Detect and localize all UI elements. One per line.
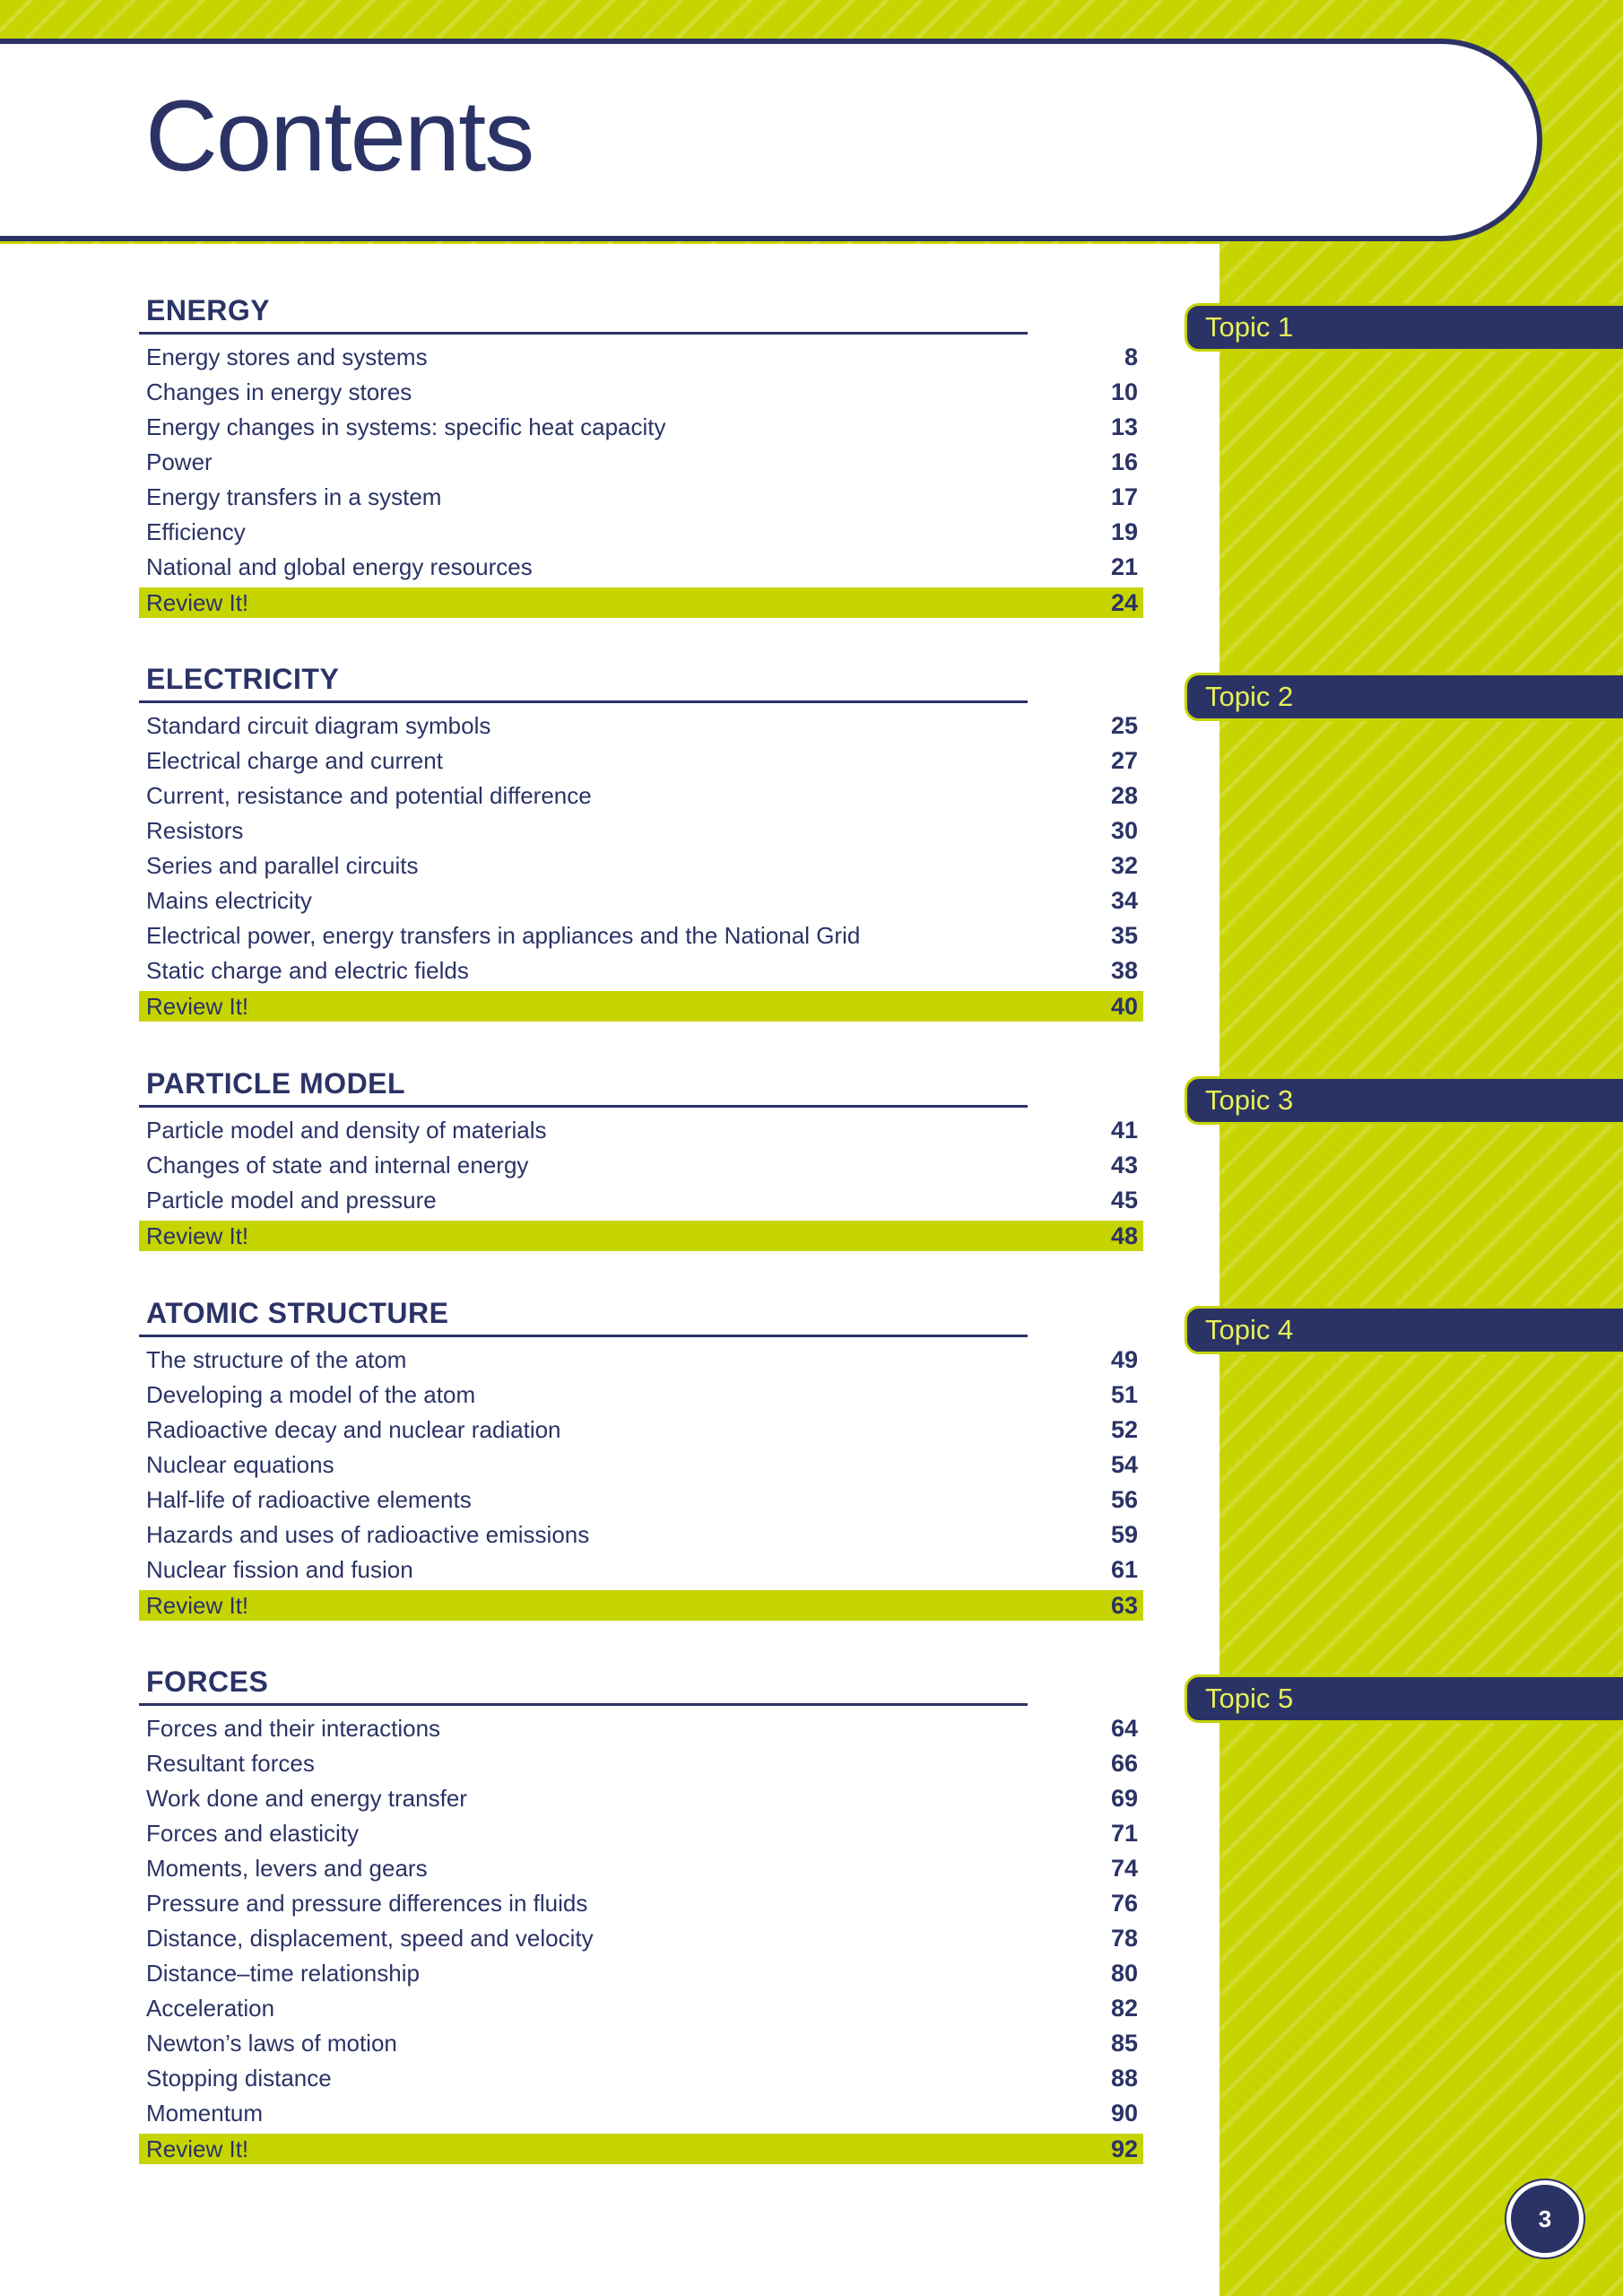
toc-entry[interactable]: [139, 953, 1143, 988]
entry-label: Review It!: [146, 993, 249, 1020]
entry-label: Particle model and pressure: [146, 1187, 437, 1213]
toc-entry[interactable]: [139, 410, 1143, 445]
entry-label: Energy transfers in a system: [146, 483, 442, 510]
entry-label: Energy stores and systems: [146, 344, 428, 370]
section-electricity: [139, 665, 1143, 1022]
toc-entry[interactable]: [139, 340, 1143, 375]
section-title: ELECTRICITY: [146, 663, 340, 695]
entry-page-number: 48: [1110, 1222, 1138, 1249]
entry-page-number: 54: [1110, 1451, 1138, 1478]
entry-label: Forces and elasticity: [146, 1820, 359, 1847]
entry-label: Pressure and pressure differences in fluids: [146, 1890, 588, 1917]
review-entry[interactable]: [139, 587, 1143, 618]
entry-label: Efficiency: [146, 518, 246, 545]
entry-label: Stopping distance: [146, 2065, 332, 2092]
entry-page-number: 69: [1110, 1785, 1138, 1812]
toc-entry[interactable]: [139, 1343, 1143, 1378]
review-entry[interactable]: [139, 1590, 1143, 1621]
entry-page-number: 51: [1110, 1381, 1138, 1408]
entry-label: Review It!: [146, 589, 249, 616]
entry-page-number: 76: [1110, 1890, 1138, 1917]
entry-page-number: 49: [1110, 1346, 1138, 1373]
toc-entry[interactable]: [139, 1851, 1143, 1886]
toc-entry[interactable]: [139, 709, 1143, 744]
topic-tab-3[interactable]: Topic 3: [1185, 1076, 1623, 1125]
entry-page-number: 59: [1110, 1521, 1138, 1548]
page-number-badge: 3: [1506, 2180, 1584, 2257]
entry-page-number: 24: [1110, 589, 1138, 616]
topic-tab-2[interactable]: Topic 2: [1185, 673, 1623, 721]
entry-label: Developing a model of the atom: [146, 1381, 476, 1408]
entry-page-number: 10: [1110, 378, 1138, 405]
entry-page-number: 28: [1110, 782, 1138, 809]
toc-entry[interactable]: [139, 375, 1143, 410]
entry-page-number: 13: [1110, 413, 1138, 440]
entry-label: Radioactive decay and nuclear radiation: [146, 1416, 561, 1443]
review-entry[interactable]: [139, 991, 1143, 1022]
entry-label: Power: [146, 448, 213, 475]
toc-entry[interactable]: [139, 1816, 1143, 1851]
entry-page-number: 16: [1110, 448, 1138, 475]
toc-entry[interactable]: [139, 2096, 1143, 2131]
toc-entry[interactable]: [139, 2026, 1143, 2061]
toc-entry[interactable]: [139, 1921, 1143, 1956]
entry-page-number: 25: [1110, 712, 1138, 739]
entry-label: Resultant forces: [146, 1750, 315, 1777]
entry-label: National and global energy resources: [146, 553, 533, 580]
entry-page-number: 74: [1110, 1855, 1138, 1882]
entry-page-number: 61: [1110, 1556, 1138, 1583]
toc-entry[interactable]: [139, 1483, 1143, 1518]
entry-page-number: 40: [1110, 993, 1138, 1020]
toc-entry[interactable]: [139, 1781, 1143, 1816]
entry-label: The structure of the atom: [146, 1346, 407, 1373]
toc-entry[interactable]: [139, 1448, 1143, 1483]
toc-entry[interactable]: [139, 848, 1143, 883]
entry-page-number: 88: [1110, 2065, 1138, 2092]
toc-entry[interactable]: [139, 883, 1143, 918]
entry-list: [139, 1711, 1143, 2164]
entry-list: [139, 1343, 1143, 1621]
entry-label: Review It!: [146, 1222, 249, 1249]
entry-label: Changes of state and internal energy: [146, 1152, 529, 1178]
section-title: PARTICLE MODEL: [146, 1067, 406, 1100]
toc-entry[interactable]: [139, 1413, 1143, 1448]
entry-label: Momentum: [146, 2100, 264, 2126]
entry-page-number: 21: [1110, 553, 1138, 580]
entry-page-number: 38: [1110, 957, 1138, 984]
section-divider: [139, 700, 1028, 703]
entry-page-number: 45: [1110, 1187, 1138, 1213]
entry-label: Moments, levers and gears: [146, 1855, 428, 1882]
entry-page-number: 30: [1110, 817, 1138, 844]
entry-page-number: 56: [1110, 1486, 1138, 1513]
toc-entry[interactable]: [139, 1746, 1143, 1781]
toc-entry[interactable]: [139, 445, 1143, 480]
toc-entry[interactable]: [139, 1711, 1143, 1746]
entry-page-number: 35: [1110, 922, 1138, 949]
entry-page-number: 80: [1110, 1960, 1138, 1987]
toc-entry[interactable]: [139, 515, 1143, 550]
toc-entry[interactable]: [139, 480, 1143, 515]
entry-page-number: 52: [1110, 1416, 1138, 1443]
toc-entry[interactable]: [139, 550, 1143, 585]
entry-label: Nuclear fission and fusion: [146, 1556, 413, 1583]
entry-label: Nuclear equations: [146, 1451, 334, 1478]
section-title: FORCES: [146, 1665, 269, 1698]
toc-entry[interactable]: [139, 1956, 1143, 1991]
entry-list: [139, 709, 1143, 1022]
entry-label: Forces and their interactions: [146, 1715, 441, 1742]
entry-label: Newton’s laws of motion: [146, 2030, 397, 2057]
entry-label: Half-life of radioactive elements: [146, 1486, 472, 1513]
entry-label: Hazards and uses of radioactive emissions: [146, 1521, 590, 1548]
toc-entry[interactable]: [139, 1518, 1143, 1552]
topic-tab-4[interactable]: Topic 4: [1185, 1306, 1623, 1354]
entry-list: [139, 340, 1143, 618]
entry-page-number: 34: [1110, 887, 1138, 914]
toc-entry[interactable]: [139, 2061, 1143, 2096]
section-title: ATOMIC STRUCTURE: [146, 1297, 449, 1329]
entry-label: Series and parallel circuits: [146, 852, 419, 879]
entry-label: Changes in energy stores: [146, 378, 412, 405]
entry-list: [139, 1113, 1143, 1251]
section-divider: [139, 1703, 1028, 1706]
entry-label: Mains electricity: [146, 887, 312, 914]
toc-entry[interactable]: [139, 1552, 1143, 1587]
section-energy: [139, 296, 1143, 618]
section-particle-model: [139, 1069, 1143, 1251]
section-forces: [139, 1667, 1143, 2164]
entry-label: Review It!: [146, 1592, 249, 1619]
entry-page-number: 66: [1110, 1750, 1138, 1777]
toc-entry[interactable]: [139, 1183, 1143, 1218]
section-title: ENERGY: [146, 294, 271, 326]
entry-label: Acceleration: [146, 1995, 275, 2022]
toc-entry[interactable]: [139, 918, 1143, 953]
entry-label: Standard circuit diagram symbols: [146, 712, 491, 739]
entry-label: Electrical charge and current: [146, 747, 443, 774]
entry-label: Electrical power, energy transfers in appliances and the National Grid: [146, 922, 861, 949]
entry-page-number: 19: [1110, 518, 1138, 545]
topic-tab-5[interactable]: Topic 5: [1185, 1674, 1623, 1723]
entry-label: Static charge and electric fields: [146, 957, 469, 984]
toc-entry[interactable]: [139, 1991, 1143, 2026]
topic-tab-1[interactable]: Topic 1: [1185, 303, 1623, 352]
entry-label: Resistors: [146, 817, 244, 844]
toc-entry[interactable]: [139, 813, 1143, 848]
entry-label: Work done and energy transfer: [146, 1785, 467, 1812]
entry-page-number: 64: [1110, 1715, 1138, 1742]
page-title: Contents: [145, 80, 534, 192]
review-entry[interactable]: [139, 1221, 1143, 1251]
toc-entry[interactable]: [139, 1886, 1143, 1921]
toc-entry[interactable]: [139, 744, 1143, 778]
toc-entry[interactable]: [139, 1148, 1143, 1183]
toc-entry[interactable]: [139, 778, 1143, 813]
entry-page-number: 17: [1110, 483, 1138, 510]
section-divider: [139, 1105, 1028, 1108]
entry-page-number: 85: [1110, 2030, 1138, 2057]
section-divider: [139, 1335, 1028, 1337]
entry-label: Particle model and density of materials: [146, 1117, 547, 1144]
entry-page-number: 82: [1110, 1995, 1138, 2022]
entry-page-number: 63: [1110, 1592, 1138, 1619]
entry-page-number: 92: [1110, 2135, 1138, 2162]
entry-page-number: 27: [1110, 747, 1138, 774]
entry-page-number: 71: [1110, 1820, 1138, 1847]
toc-entry[interactable]: [139, 1113, 1143, 1148]
entry-label: Energy changes in systems: specific heat capacity: [146, 413, 666, 440]
section-atomic-structure: [139, 1299, 1143, 1621]
section-divider: [139, 332, 1028, 335]
entry-label: Distance–time relationship: [146, 1960, 420, 1987]
entry-label: Review It!: [146, 2135, 249, 2162]
entry-page-number: 90: [1110, 2100, 1138, 2126]
toc-entry[interactable]: [139, 1378, 1143, 1413]
entry-page-number: 8: [1124, 344, 1138, 370]
entry-page-number: 43: [1110, 1152, 1138, 1178]
entry-page-number: 78: [1110, 1925, 1138, 1952]
entry-label: Distance, displacement, speed and velocity: [146, 1925, 594, 1952]
entry-page-number: 41: [1110, 1117, 1138, 1144]
entry-label: Current, resistance and potential difference: [146, 782, 592, 809]
entry-page-number: 32: [1110, 852, 1138, 879]
review-entry[interactable]: [139, 2134, 1143, 2164]
